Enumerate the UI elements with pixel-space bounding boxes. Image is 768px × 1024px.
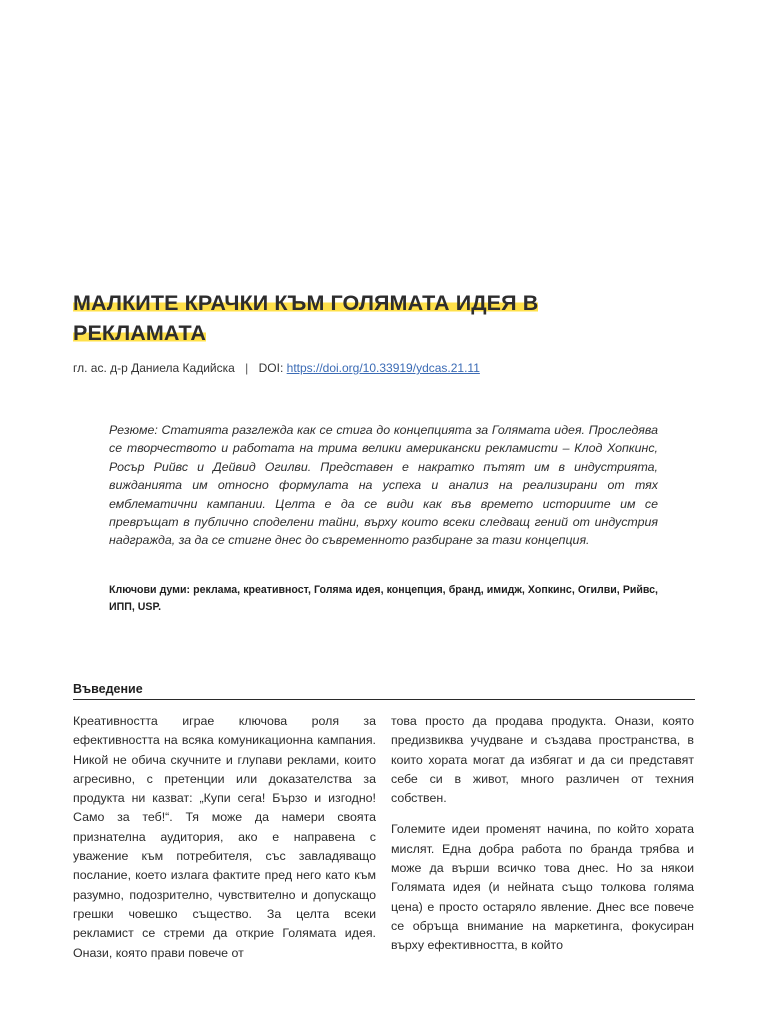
keywords: Ключови думи: реклама, креативност, Голяма идея, концепция, бранд, имидж, Хопкинс, Огилви, Рийвс, ИПП, USP. [109, 584, 658, 613]
article-title-text: МАЛКИТЕ КРАЧКИ КЪМ ГОЛЯМАТА ИДЕЯ В РЕКЛАМАТА [73, 291, 539, 345]
right-column [391, 712, 694, 956]
meta-separator: | [245, 361, 249, 375]
author-name: гл. ас. д-р Даниела Кадийска [73, 361, 235, 375]
body-paragraph: това просто да продава продукта. Онази, която предизвиква учудване и създава пространства, в които хората могат да избягат и да си представят себе си в живот, много различен от техния собствен. [391, 714, 694, 806]
body-paragraph: Креативността играе ключова роля за ефективността на всяка комуникационна кампания. Никой не обича скучните и глупави реклами, които агресивно, с претенции или доказателства за продукта ни казват: „Купи сега! Бързо и изгодно! Само за теб!“. Тя може да намери своята признателна аудитория, ако е направена с уважение към потребителя, със завладяващо послание, което излага фактите пред него като към разумно, подозрително, чувствително и допускащо грешки човешко същество. За целта всеки рекламист се стреми да открие Голямата идея. Онази, която прави повече от [73, 714, 376, 960]
body-paragraph: Големите идеи променят начина, по който хората мислят. Една добра работа по бранда трябва и може да върши всичко това днес. Но за някои Голямата идея (и нейната също толкова голяма цена) е просто остаряло явление. Днес все повече се обръща внимание на маркетинга, фокусиран върху ефективността, в който [391, 822, 694, 953]
section-heading: Въведение [73, 681, 695, 700]
abstract: Резюме: Статията разглежда как се стига до концепцията за Голямата идея. Проследява се творчеството и работата на трима велики американски рекламисти – Клод Хопкинс, Росър Рийвс и Дейвид Огилви. Представен е накратко пътят им в индустрията, вижданията им относно формулата на успеха и анализ на реализирани от тях емблематични кампании. Целта е да се види как във времето историите им се превръщат в публично споделени тайни, върху които всеки следващ гений от индустрия надгражда, за да се стигне днес до съвременното разбиране за тази концепция. [109, 423, 658, 548]
doi-label: DOI: [258, 361, 284, 375]
article-meta [73, 360, 480, 376]
doi-link[interactable]: https://doi.org/10.33919/ydcas.21.11 [286, 361, 480, 375]
left-column [73, 712, 376, 963]
article-title [73, 288, 633, 348]
